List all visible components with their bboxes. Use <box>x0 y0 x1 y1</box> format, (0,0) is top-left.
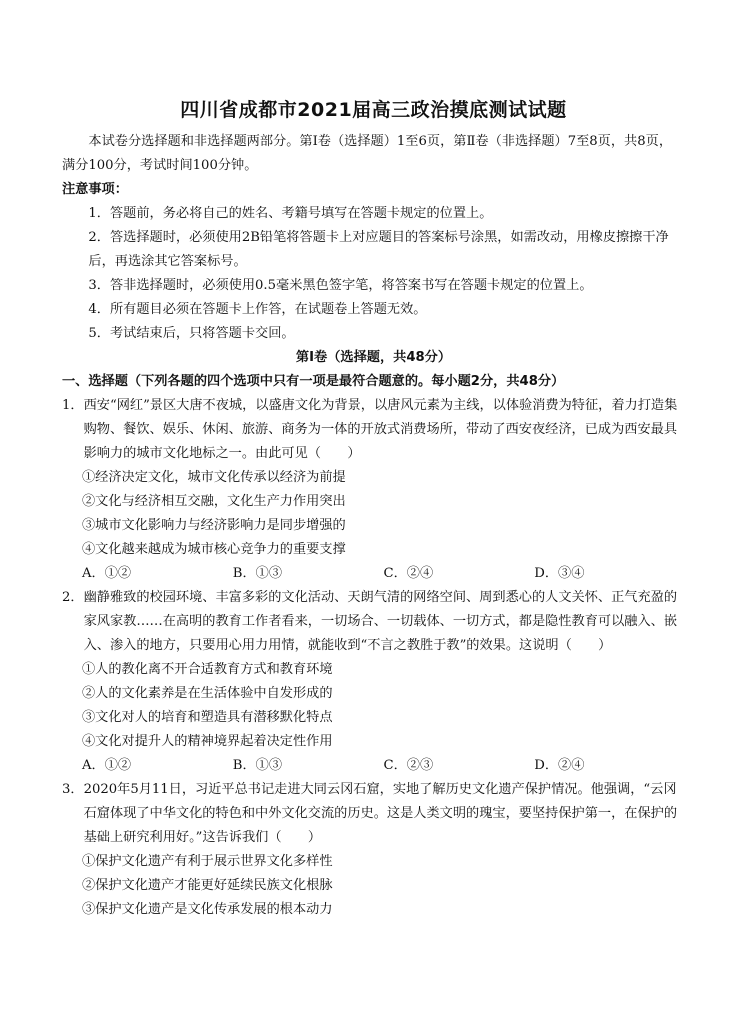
notice-item: 5．考试结束后，只将答题卡交回。 <box>88 326 295 341</box>
part-heading: 第Ⅰ卷（选择题，共48分） <box>295 350 452 365</box>
notice-item: 4．所有题目必须在答题卡上作答，在试题卷上答题无效。 <box>88 302 427 317</box>
statement-option: ③保护文化遗产是文化传承发展的根本动力 <box>82 902 333 917</box>
choice-d: D．③④ <box>534 566 585 581</box>
question-number: 1． <box>62 398 84 413</box>
statement-option: ①经济决定文化，城市文化传承以经济为前提 <box>82 470 346 485</box>
notice-heading: 注意事项： <box>62 182 128 197</box>
exam-title: 四川省成都市2021届高三政治摸底测试试题 <box>180 99 567 121</box>
choice-d: D．②④ <box>534 758 585 773</box>
statement-option: ④文化对提升人的精神境界起着决定性作用 <box>82 734 333 749</box>
question-2 <box>62 586 685 778</box>
notice-list <box>62 202 685 346</box>
question-number: 2． <box>62 590 84 605</box>
choice-a: A．①② <box>82 566 132 581</box>
statement-option: ④文化越来越成为城市核心竞争力的重要支撑 <box>82 542 346 557</box>
statement-option: ②文化与经济相互交融，文化生产力作用突出 <box>82 494 346 509</box>
question-number: 3． <box>62 782 84 797</box>
choice-b: B．①③ <box>232 758 283 773</box>
answer-choices <box>62 562 685 586</box>
statement-option: ③城市文化影响力与经济影响力是同步增强的 <box>82 518 346 533</box>
question-stem: 2020年5月11日，习近平总书记走进大同云冈石窟，实地了解历史文化遗产保护情况。他强调，“云冈石窟体现了中华文化的特色和中外文化交流的历史。这是人类文明的瑰宝，要坚持保护第一，在保护的基础上研究利用好。”这告诉我们（ ） <box>83 782 678 845</box>
section-heading: 一、选择题（下列各题的四个选项中只有一项是最符合题意的。每小题2分，共48分） <box>62 374 565 389</box>
statement-option: ②人的文化素养是在生活体验中自发形成的 <box>82 686 333 701</box>
statement-option: ①人的教化离不开合适教育方式和教育环境 <box>82 662 333 677</box>
answer-choices <box>62 754 685 778</box>
choice-c: C．②④ <box>383 566 434 581</box>
intro-paragraph: 本试卷分选择题和非选择题两部分。第Ⅰ卷（选择题）1至6页，第Ⅱ卷（非选择题）7至8页，共8页，满分100分，考试时间100分钟。 <box>62 134 673 173</box>
notice-item: 1．答题前，务必将自己的姓名、考籍号填写在答题卡规定的位置上。 <box>88 206 493 221</box>
choice-a: A．①② <box>82 758 132 773</box>
statement-option: ③文化对人的培育和塑造具有潜移默化特点 <box>82 710 333 725</box>
question-1 <box>62 394 685 586</box>
choice-b: B．①③ <box>232 566 283 581</box>
notice-item: 2．答选择题时，必须使用2B铅笔将答题卡上对应题目的答案标号涂黑，如需改动，用橡皮擦擦干净后，再选涂其它答案标号。 <box>88 230 669 269</box>
choice-c: C．②③ <box>383 758 434 773</box>
question-stem: 西安“网红”景区大唐不夜城，以盛唐文化为背景，以唐风元素为主线，以体验消费为特征，着力打造集购物、餐饮、娱乐、休闲、旅游、商务为一体的开放式消费场所，带动了西安夜经济，已成为西安最具影响力的城市文化地标之一。由此可见（ ） <box>83 398 678 461</box>
question-stem: 幽静雅致的校园环境、丰富多彩的文化活动、天朗气清的网络空间、周到悉心的人文关怀、正气充盈的家风家教……在高明的教育工作者看来，一切场合、一切载体、一切方式，都是隐性教育可以融入、嵌入、渗入的地方，只要用心用力用情，就能收到“不言之教胜于教”的效果。这说明（ ） <box>83 590 678 653</box>
question-3 <box>62 778 685 922</box>
notice-item: 3．答非选择题时，必须使用0.5毫米黑色签字笔，将答案书写在答题卡规定的位置上。 <box>88 278 593 293</box>
statement-option: ①保护文化遗产有利于展示世界文化多样性 <box>82 854 333 869</box>
statement-option: ②保护文化遗产才能更好延续民族文化根脉 <box>82 878 333 893</box>
